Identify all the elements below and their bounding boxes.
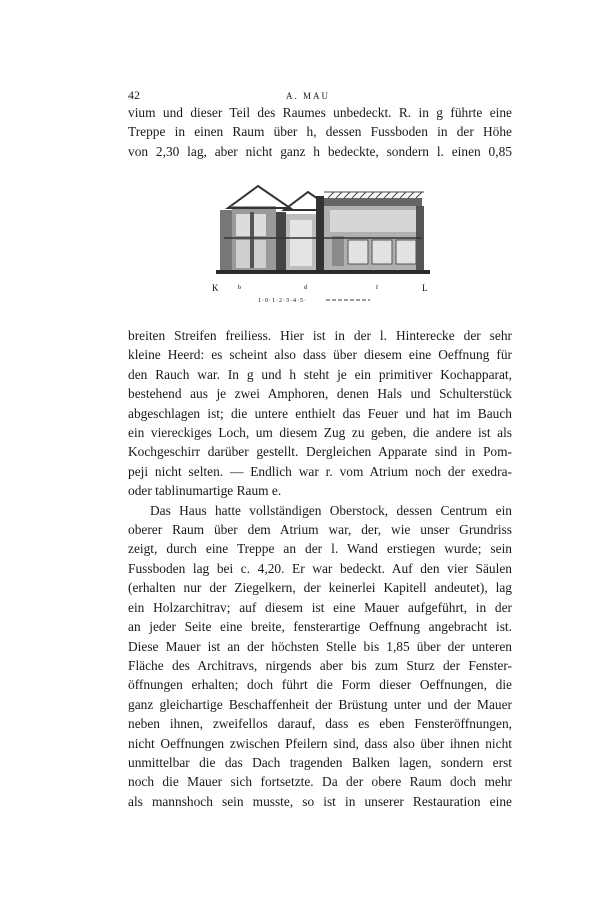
text-line: Fussboden lag bei c. 4,20. Er war bedeckt. Auf den vier Säulen — [128, 560, 512, 576]
figure-label-k: K — [212, 283, 219, 293]
figure-label-l: L — [422, 283, 428, 293]
figure-scale-bar: 1·0·1·2·3·4·5· — [258, 298, 307, 304]
text-line: nicht Oeffnungen zwischen Pfeilern sind, dass also über ihnen nicht — [128, 735, 512, 751]
text-line: oder tablinumartige Raum e. — [128, 483, 282, 499]
text-line: Treppe in einen Raum über h, dessen Fussboden in der Höhe — [128, 124, 512, 140]
section-drawing-figure — [210, 178, 438, 310]
house-section-drawing — [210, 178, 438, 310]
text-line: (erhalten nur der Ziegelkern, der keinerlei Kapitell andeutet), lag — [128, 580, 512, 596]
text-line: ganz gleichartige Beschaffenheit der Brüstung unter und der Mauer — [128, 696, 512, 712]
text-line: zeigt, durch eine Treppe an der l. Wand erstiegen wurde; sein — [128, 541, 512, 557]
text-line: ein Holzarchitrav; auf diesem ist eine Mauer aufgeführt, in der — [128, 599, 512, 615]
text-line: noch die Mauer sich fortsetzte. Da der obere Raum doch mehr — [128, 774, 512, 790]
text-line: Kochgeschirr darüber gestellt. Dergleichen Apparate sind in Pom- — [128, 444, 512, 460]
text-line: kleine Heerd: es scheint also dass über diesem eine Oeffnung für — [128, 347, 512, 363]
text-line: Das Haus hatte vollständigen Oberstock, dessen Centrum ein — [150, 502, 512, 518]
text-line: bestehend aus je zwei Amphoren, denen Hals und Schulterstück — [128, 386, 512, 402]
text-line: oberer Raum über dem Atrium war, der, wie unser Grundriss — [128, 522, 512, 538]
text-line: peji nicht selten. — Endlich war r. vom Atrium noch der exedra- — [128, 463, 512, 479]
text-line: ein viereckiges Loch, um diesem Zug zu geben, die andere ist als — [128, 425, 512, 441]
text-line: den Rauch war. In g und h steht je ein primitiver Kochapparat, — [128, 366, 512, 382]
text-line: breiten Streifen freiliess. Hier ist in der l. Hinterecke der sehr — [128, 328, 512, 343]
figure-label-f: f — [376, 285, 378, 291]
text-line: von 2,30 lag, aber nicht ganz h bedeckte, sondern l. einen 0,85 — [128, 143, 512, 159]
text-line: vium und dieser Teil des Raumes unbedeckt. R. in g führte eine — [128, 105, 512, 120]
figure-label-d: d — [304, 285, 307, 291]
text-line: an jeder Seite eine breite, fensterartige Oeffnung angebracht ist. — [128, 619, 512, 635]
text-line: Diese Mauer ist an der höchsten Stelle bis 1,85 über der unteren — [128, 638, 512, 654]
paragraph-mid — [128, 326, 512, 811]
text-line: neben ihnen, zweifellos darauf, dass es eben Fensteröffnungen, — [128, 716, 512, 732]
text-line: Fläche des Architravs, nirgends aber bis zum Sturz der Fenster- — [128, 657, 512, 673]
page-number: 42 — [128, 88, 140, 102]
text-line: als mannshoch sein musste, so ist in unserer Restauration eine — [128, 793, 512, 809]
running-head: A. MAU — [286, 91, 331, 101]
paragraph-top — [128, 103, 512, 161]
text-line: öffnungen erhalten; doch führt die Form dieser Oeffnungen, die — [128, 677, 512, 693]
text-line: abgeschlagen ist; die untere enthielt das Feuer und hat im Bauch — [128, 405, 512, 421]
figure-label-b: b — [238, 285, 241, 291]
text-line: unmittelbar die das Dach tragenden Balken lagen, sondern erst — [128, 754, 512, 770]
